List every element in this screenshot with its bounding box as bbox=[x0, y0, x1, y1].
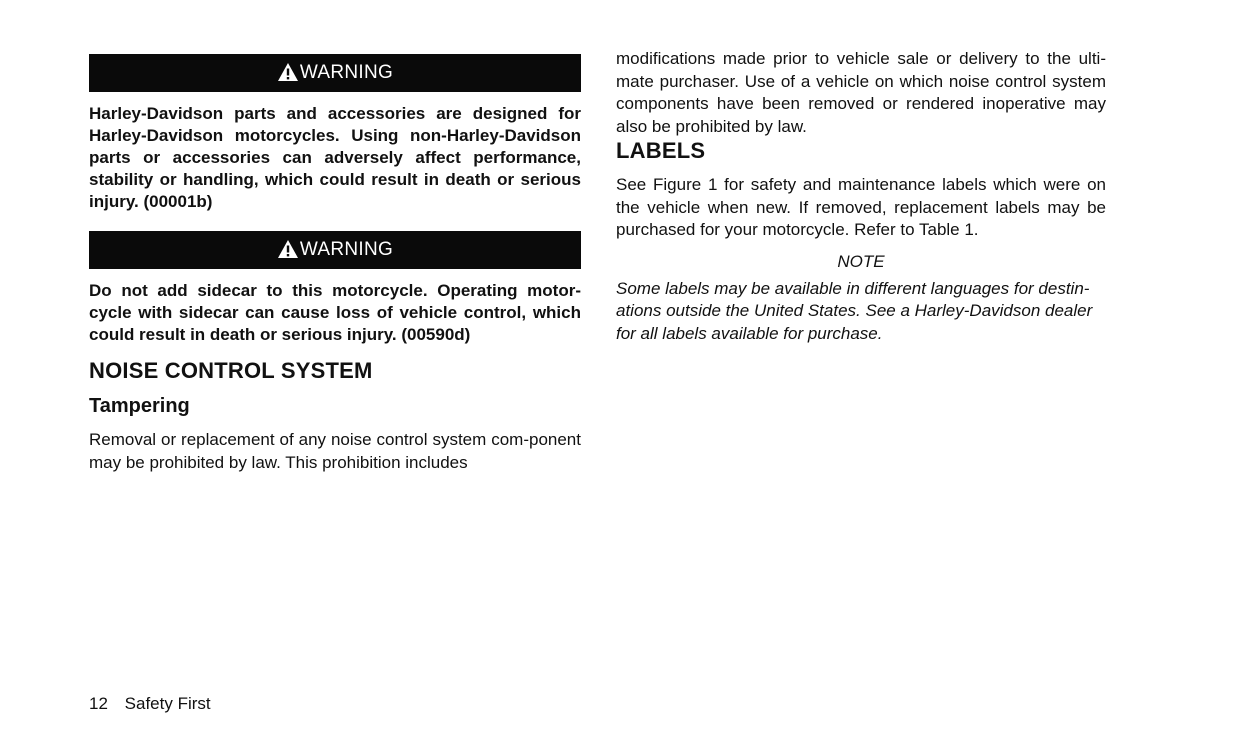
note-heading: NOTE bbox=[837, 251, 885, 271]
note-text: Some labels may be available in different languages for destin-ations outside the United States. See a Harley-Davidson dealer for all labels available for purchase. bbox=[616, 278, 1093, 343]
page-footer bbox=[89, 693, 211, 715]
footer-section-name: Safety First bbox=[124, 694, 211, 713]
left-column bbox=[89, 48, 581, 474]
warning-triangle-icon bbox=[277, 239, 299, 259]
body-paragraph: Removal or replacement of any noise control system com-ponent may be prohibited by law. This prohibition includes bbox=[89, 430, 581, 472]
body-paragraph: See Figure 1 for safety and maintenance labels which were on the vehicle when new. If removed, replacement labels may be purchased for your motorcycle. Refer to Table 1. bbox=[616, 175, 1106, 239]
page-number: 12 bbox=[89, 694, 108, 713]
section-title-labels: LABELS bbox=[616, 138, 706, 163]
warning-label: WARNING bbox=[299, 62, 394, 83]
section-title-noise-control: NOISE CONTROL SYSTEM bbox=[89, 358, 373, 383]
warning-label: WARNING bbox=[299, 239, 394, 260]
body-paragraph-continued: modifications made prior to vehicle sale or delivery to the ulti-mate purchaser. Use of a vehicle on which noise control system components have been removed or rendered inoperative may also be prohibited by law. bbox=[616, 49, 1106, 136]
right-column bbox=[616, 48, 1106, 345]
warning-triangle-icon bbox=[277, 62, 299, 82]
subsection-title-tampering: Tampering bbox=[89, 395, 190, 417]
warning-text: Do not add sidecar to this motorcycle. Operating motor-cycle with sidecar can cause loss of vehicle control, which could result in death or serious injury. (00590d) bbox=[89, 281, 581, 344]
warning-banner bbox=[89, 231, 581, 269]
warning-banner bbox=[89, 54, 581, 92]
warning-text: Harley-Davidson parts and accessories are designed for Harley-Davidson motorcycles. Using non-Harley-Davidson parts or accessories can adversely affect performance, stability or handling, which could result in death or serious injury. (00001b) bbox=[89, 104, 581, 211]
